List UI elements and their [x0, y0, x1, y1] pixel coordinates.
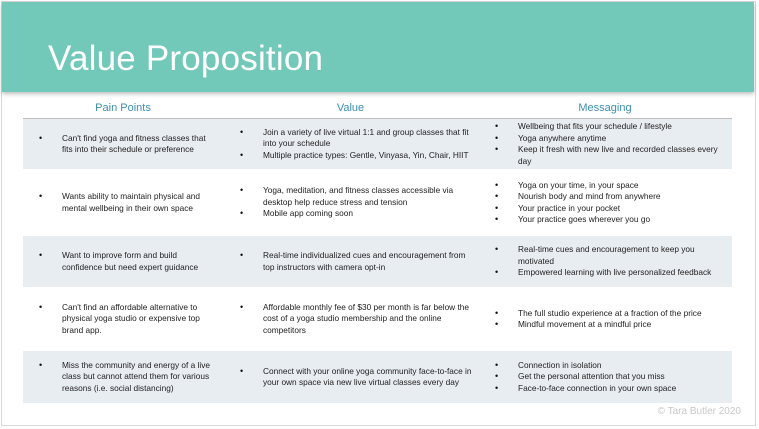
bullet-item: • Affordable monthly fee of $30 per month is far below the cost of a yoga studio membership and the online competitors: [240, 302, 472, 337]
table-header-row: [23, 99, 732, 119]
value-cell: [223, 119, 478, 169]
table-row: [23, 119, 732, 170]
bullet-item: • Your practice goes wherever you go: [495, 214, 730, 226]
pain-points-cell: [23, 170, 223, 235]
bullet-item: • Miss the community and energy of a live class but cannot attend them for various reasons (i.e. social distancing): [39, 360, 217, 395]
table-row: [23, 351, 732, 404]
bullet-list: [495, 360, 730, 395]
value-cell: [223, 170, 478, 235]
bullet-list: [39, 360, 217, 395]
table-row: [23, 236, 732, 288]
pain-points-cell: [23, 119, 223, 169]
table-body: [23, 119, 732, 404]
bullet-item: • Wellbeing that fits your schedule / lifestyle: [495, 121, 730, 133]
bullet-list: [39, 191, 217, 214]
column-header-pain-points: Pain Points: [95, 102, 151, 114]
bullet-list: [39, 250, 217, 273]
copyright-notice: © Tara Butler 2020: [657, 406, 741, 417]
bullet-list: [240, 366, 472, 389]
bullet-item: • Yoga anywhere anytime: [495, 133, 730, 145]
pain-points-cell: [23, 351, 223, 403]
column-header-messaging: Messaging: [578, 102, 632, 114]
bullet-item: • Join a variety of live virtual 1:1 and group classes that fit into your schedule: [240, 127, 472, 150]
bullet-list: [39, 302, 217, 337]
bullet-item: • Wants ability to maintain physical and mental wellbeing in their own space: [39, 191, 217, 214]
bullet-item: • Multiple practice types: Gentle, Vinyasa, Yin, Chair, HIIT: [240, 150, 472, 162]
bullet-item: • Yoga, meditation, and fitness classes accessible via desktop help reduce stress and tension: [240, 185, 472, 208]
bullet-item: • Nourish body and mind from anywhere: [495, 191, 730, 203]
messaging-cell: [478, 288, 732, 350]
messaging-cell: [478, 119, 732, 169]
messaging-cell: [478, 351, 732, 403]
bullet-item: • Real-time cues and encouragement to keep you motivated: [495, 244, 730, 267]
bullet-item: • Can't find an affordable alternative to physical yoga studio or expensive top brand app.: [39, 302, 217, 337]
bullet-item: • Keep it fresh with new live and recorded classes every day: [495, 144, 730, 167]
bullet-item: • Face-to-face connection in your own space: [495, 383, 730, 395]
bullet-item: • Your practice in your pocket: [495, 203, 730, 215]
bullet-item: • Can't find yoga and fitness classes that fits into their schedule or preference: [39, 133, 217, 156]
column-header-value: Value: [336, 102, 365, 114]
bullet-list: [240, 302, 472, 337]
title-banner: [2, 2, 754, 92]
value-cell: [223, 288, 478, 350]
value-cell: [223, 236, 478, 287]
bullet-list: [495, 244, 730, 279]
bullet-list: [240, 185, 472, 220]
bullet-list: [39, 133, 217, 156]
pain-points-cell: [23, 288, 223, 350]
bullet-item: • Connection in isolation: [495, 360, 730, 372]
bullet-list: [495, 121, 730, 167]
bullet-item: • The full studio experience at a fraction of the price: [495, 308, 730, 320]
slide-title: Value Proposition: [48, 39, 324, 78]
bullet-list: [495, 308, 730, 331]
messaging-cell: [478, 170, 732, 235]
bullet-item: • Get the personal attention that you miss: [495, 371, 730, 383]
bullet-item: • Yoga on your time, in your space: [495, 180, 730, 192]
bullet-list: [495, 180, 730, 226]
bullet-item: • Mobile app coming soon: [240, 208, 472, 220]
value-cell: [223, 351, 478, 403]
bullet-item: • Want to improve form and build confidence but need expert guidance: [39, 250, 217, 273]
messaging-cell: [478, 236, 732, 287]
pain-points-cell: [23, 236, 223, 287]
bullet-item: • Real-time individualized cues and encouragement from top instructors with camera opt-in: [240, 250, 472, 273]
bullet-item: • Mindful movement at a mindful price: [495, 319, 730, 331]
bullet-item: • Empowered learning with live personalized feedback: [495, 267, 730, 279]
bullet-list: [240, 250, 472, 273]
bullet-item: • Connect with your online yoga community face-to-face in your own space via new live virtual classes every day: [240, 366, 472, 389]
table-row: [23, 288, 732, 351]
bullet-list: [240, 127, 472, 162]
table-row: [23, 170, 732, 236]
value-proposition-table: [23, 99, 732, 404]
